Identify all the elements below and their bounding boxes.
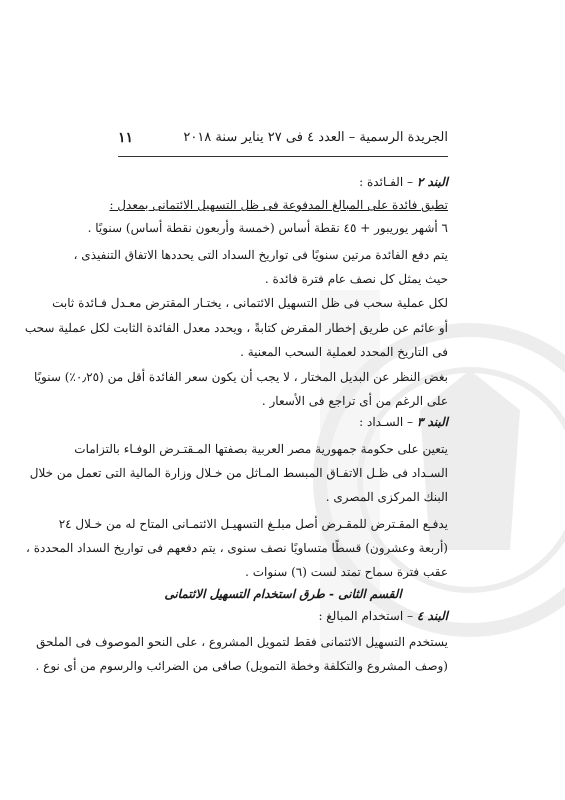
paragraph-line: (وصف المشروع والتكلفة وخطة التمويل) صافى من الضرائب والرسوم من أى نوع . (35, 659, 448, 673)
article-title: – السـداد : (359, 415, 413, 429)
article-label: البند ٤ (416, 609, 448, 623)
article-4-heading (118, 606, 448, 626)
article-title: – استخدام المبالغ : (318, 609, 413, 623)
paragraph-line: لكل عملية سحب فى ظل التسهيل الائتمانى ، يختـار المقترض معـدل فـائدة ثابت (52, 296, 448, 310)
paragraph-line: أو عائم عن طريق إخطار المقرض كتابةً ، ويحدد معدل الفائدة الثابت لكل عملية سحب (24, 321, 448, 335)
paragraph-line: عقب فترة سماح تمتد لست (٦) سنوات . (245, 565, 448, 579)
paragraph-line: (أربعة وعشرون) قسطًا متساويًا نصف سنوى ، يتم دفعهم فى تواريخ السداد المحددة ، (26, 541, 448, 555)
section-title: القسم الثانى - طرق استخدام التسهيل الائتمانى (164, 587, 402, 601)
page-number: ١١ (118, 130, 134, 146)
paragraph-line: يدفـع المقـترض للمقـرض أصل مبلـغ التسهيـل الائتمـانى المتاح له من خـلال ٢٤ (58, 517, 448, 531)
paragraph-line: على الرغم من أى تراجع فى الأسعار . (261, 394, 448, 408)
header-rule (118, 156, 448, 157)
paragraph-line: البنك المركزى المصرى . (325, 490, 448, 504)
page-header (118, 130, 448, 150)
paragraph-line: يتعين على حكومة جمهورية مصر العربية بصفتها المـقتـرض الوفـاء بالتزامات (74, 442, 448, 456)
article-2-heading (118, 172, 448, 192)
paragraph-line: السـداد فى ظـل الاتفـاق المبسط المـاثل من خـلال وزارة المالية التى تعمل من خلال (29, 466, 448, 480)
paragraph-line: يستخدم التسهيل الائتمانى فقط لتمويل المشروع ، على النحو الموصوف فى الملحق (36, 635, 448, 649)
paragraph-line: ٦ أشهر يوريبور + ٤٥ نقطة أساس (خمسة وأربعون نقطة أساس) سنويًا . (87, 221, 448, 235)
paragraph-line: بغض النظر عن البديل المختار ، لا يجب أن يكون سعر الفائدة أقل من (٠٫٢٥٪) سنويًا (34, 370, 448, 384)
header-title: الجريدة الرسمية – العدد ٤ فى ٢٧ يناير سنة ٢٠١٨ (183, 130, 448, 145)
article-label: البند ٣ (416, 415, 448, 429)
article-title: – الفـائدة : (359, 175, 413, 189)
article-3-heading (118, 412, 448, 432)
article-label: البند ٢ (416, 175, 448, 189)
paragraph-line: تطبق فائدة على المبالغ المدفوعة فى ظل التسهيل الائتمانى بمعدل : (109, 198, 448, 212)
paragraph-line: حيث يمثل كل نصف عام فترة فائدة . (264, 272, 448, 286)
paragraph-line: فى التاريخ المحدد لعملية السحب المعنية . (240, 345, 448, 359)
paragraph-line: يتم دفع الفائدة مرتين سنويًا فى تواريخ السداد التى يحددها الاتفاق التنفيذى ، (73, 248, 448, 262)
